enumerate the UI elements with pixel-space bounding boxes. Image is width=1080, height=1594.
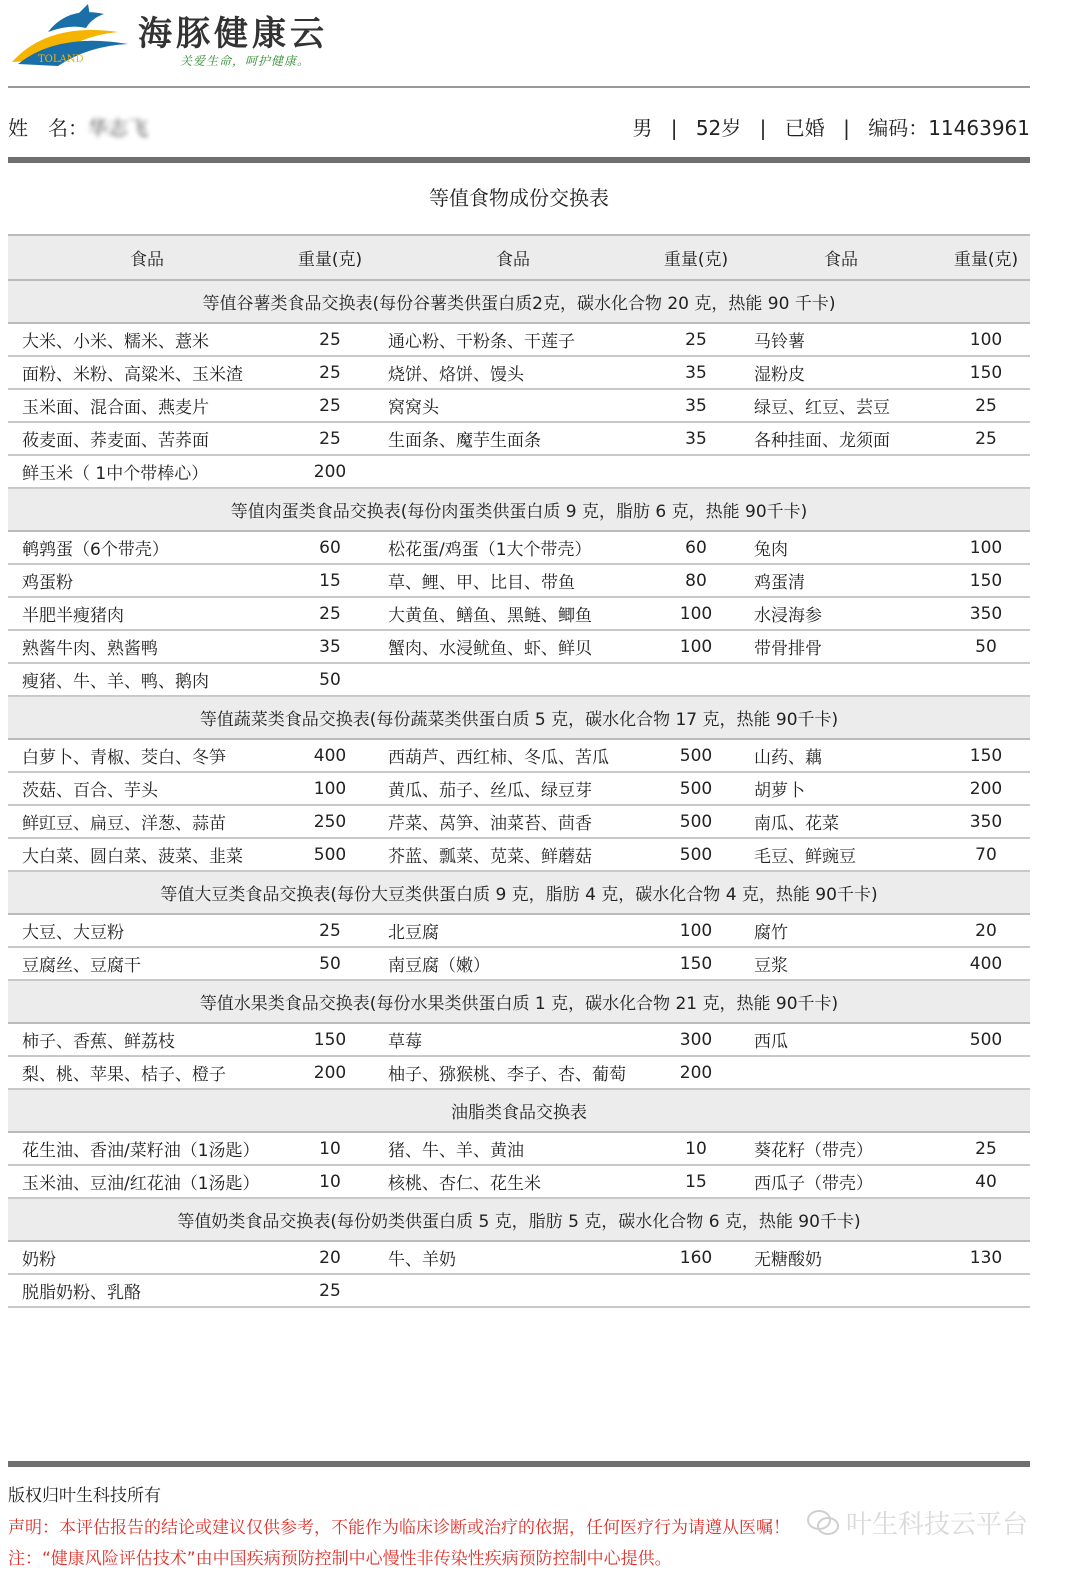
food-name-cell: 鸡蛋粉	[8, 564, 286, 597]
weight-cell: 20	[942, 914, 1030, 947]
section-header-row	[8, 696, 1030, 739]
copyright-text: 版权归叶生科技所有	[8, 1486, 161, 1506]
table-row	[8, 739, 1030, 772]
weight-cell: 150	[652, 947, 740, 980]
section-header-row	[8, 871, 1030, 914]
weight-cell: 300	[652, 1023, 740, 1056]
table-row	[8, 422, 1030, 455]
section-header-row	[8, 1198, 1030, 1241]
food-name-cell: 芹菜、莴笋、油菜苔、茴香	[374, 805, 652, 838]
weight-cell	[942, 455, 1030, 488]
food-name-cell: 大米、小米、糯米、薏米	[8, 323, 286, 356]
food-name-cell: 莜麦面、荞麦面、苦荞面	[8, 422, 286, 455]
weight-cell: 70	[942, 838, 1030, 871]
food-name-cell: 大豆、大豆粉	[8, 914, 286, 947]
food-name-cell: 柿子、香蕉、鲜荔枝	[8, 1023, 286, 1056]
food-name-cell: 山药、藕	[740, 739, 942, 772]
table-row	[8, 531, 1030, 564]
food-name-cell	[740, 663, 942, 696]
section-title: 等值肉蛋类食品交换表(每份肉蛋类供蛋白质 9 克，脂肪 6 克，热能 90千卡)	[8, 488, 1030, 531]
food-name-cell	[740, 1274, 942, 1307]
weight-cell: 200	[286, 455, 374, 488]
food-name-cell: 毛豆、鲜豌豆	[740, 838, 942, 871]
weight-cell: 60	[652, 531, 740, 564]
weight-cell: 100	[286, 772, 374, 805]
weight-cell: 25	[286, 356, 374, 389]
food-name-cell: 奶粉	[8, 1241, 286, 1274]
food-name-cell: 白萝卜、青椒、茭白、冬笋	[8, 739, 286, 772]
table-row	[8, 914, 1030, 947]
weight-cell: 150	[942, 739, 1030, 772]
food-name-cell	[374, 455, 652, 488]
table-row	[8, 630, 1030, 663]
weight-cell: 160	[652, 1241, 740, 1274]
weight-cell: 200	[286, 1056, 374, 1089]
table-row	[8, 1165, 1030, 1198]
weight-cell: 400	[942, 947, 1030, 980]
age: 52岁	[695, 116, 742, 140]
weight-cell	[652, 1274, 740, 1307]
weight-cell: 500	[942, 1023, 1030, 1056]
weight-cell: 100	[652, 914, 740, 947]
food-name-cell: 豆浆	[740, 947, 942, 980]
weight-cell: 100	[652, 597, 740, 630]
food-name-cell: 兔肉	[740, 531, 942, 564]
weight-cell: 25	[286, 597, 374, 630]
weight-cell: 500	[652, 772, 740, 805]
food-name-cell: 胡萝卜	[740, 772, 942, 805]
weight-cell: 35	[652, 422, 740, 455]
weight-cell: 25	[286, 422, 374, 455]
food-name-cell: 西瓜子（带壳）	[740, 1165, 942, 1198]
food-name-cell: 马铃薯	[740, 323, 942, 356]
separator: |	[759, 116, 767, 140]
weight-cell: 500	[652, 805, 740, 838]
weight-cell: 15	[286, 564, 374, 597]
weight-cell: 100	[942, 323, 1030, 356]
weight-cell: 35	[286, 630, 374, 663]
weight-cell: 35	[652, 389, 740, 422]
food-name-cell: 大白菜、圆白菜、菠菜、韭菜	[8, 838, 286, 871]
weight-cell: 20	[286, 1241, 374, 1274]
food-name-cell	[740, 1056, 942, 1089]
gender: 男	[632, 116, 653, 140]
food-name-cell: 腐竹	[740, 914, 942, 947]
source-note-text: 注：“健康风险评估技术”由中国疾病预防控制中心慢性非传染性疾病预防控制中心提供。	[8, 1549, 672, 1569]
name-label: 姓 名：	[8, 116, 88, 140]
column-header: 重量(克)	[652, 235, 740, 280]
weight-cell	[652, 455, 740, 488]
column-header: 食品	[740, 235, 942, 280]
table-body	[8, 280, 1030, 1307]
food-name-cell: 半肥半瘦猪肉	[8, 597, 286, 630]
food-name-cell: 绿豆、红豆、芸豆	[740, 389, 942, 422]
food-name-cell: 鸡蛋清	[740, 564, 942, 597]
weight-cell: 500	[286, 838, 374, 871]
food-name-cell: 通心粉、干粉条、干莲子	[374, 323, 652, 356]
food-name-cell: 玉米油、豆油/红花油（1汤匙）	[8, 1165, 286, 1198]
header-divider	[8, 86, 1030, 88]
weight-cell: 35	[652, 356, 740, 389]
weight-cell: 25	[286, 389, 374, 422]
food-name-cell: 蟹肉、水浸鱿鱼、虾、鲜贝	[374, 630, 652, 663]
food-name-cell: 烧饼、烙饼、馒头	[374, 356, 652, 389]
column-header: 重量(克)	[942, 235, 1030, 280]
column-header: 重量(克)	[286, 235, 374, 280]
patient-meta	[632, 112, 1030, 141]
weight-cell: 25	[942, 1132, 1030, 1165]
section-header-row	[8, 280, 1030, 323]
weight-cell: 40	[942, 1165, 1030, 1198]
food-name-cell: 南豆腐（嫩）	[374, 947, 652, 980]
table-row	[8, 663, 1030, 696]
food-name-cell: 面粉、米粉、高粱米、玉米渣	[8, 356, 286, 389]
food-name-cell: 玉米面、混合面、燕麦片	[8, 389, 286, 422]
weight-cell: 500	[652, 739, 740, 772]
food-name-cell: 猪、牛、羊、黄油	[374, 1132, 652, 1165]
food-name-cell: 牛、羊奶	[374, 1241, 652, 1274]
food-name-cell: 北豆腐	[374, 914, 652, 947]
weight-cell: 25	[286, 1274, 374, 1307]
food-name-cell: 熟酱牛肉、熟酱鸭	[8, 630, 286, 663]
weight-cell: 350	[942, 805, 1030, 838]
code-label: 编码：	[868, 116, 929, 140]
table-row	[8, 1056, 1030, 1089]
food-name-cell	[740, 455, 942, 488]
table-row	[8, 1241, 1030, 1274]
food-name-cell: 草莓	[374, 1023, 652, 1056]
food-name-cell: 窝窝头	[374, 389, 652, 422]
food-name-cell: 大黄鱼、鳝鱼、黑鲢、鲫鱼	[374, 597, 652, 630]
food-name-cell: 豆腐丝、豆腐干	[8, 947, 286, 980]
weight-cell: 25	[652, 323, 740, 356]
watermark	[806, 1504, 1028, 1541]
table-row	[8, 838, 1030, 871]
section-title: 等值水果类食品交换表(每份水果类供蛋白质 1 克，碳水化合物 21 克，热能 90千卡)	[8, 980, 1030, 1023]
weight-cell	[652, 663, 740, 696]
food-name-cell: 花生油、香油/菜籽油（1汤匙）	[8, 1132, 286, 1165]
section-header-row	[8, 488, 1030, 531]
weight-cell: 10	[652, 1132, 740, 1165]
weight-cell: 500	[652, 838, 740, 871]
weight-cell	[942, 663, 1030, 696]
food-name-cell: 茨菇、百合、芋头	[8, 772, 286, 805]
page-title: 等值食物成份交换表	[429, 186, 609, 210]
weight-cell: 25	[942, 422, 1030, 455]
weight-cell: 150	[286, 1023, 374, 1056]
food-name-cell: 西葫芦、西红柿、冬瓜、苦瓜	[374, 739, 652, 772]
table-row	[8, 564, 1030, 597]
patient-divider	[8, 157, 1030, 163]
table-row	[8, 1132, 1030, 1165]
table-row	[8, 805, 1030, 838]
food-name-cell: 梨、桃、苹果、桔子、橙子	[8, 1056, 286, 1089]
food-name-cell: 瘦猪、牛、羊、鸭、鹅肉	[8, 663, 286, 696]
table-row	[8, 947, 1030, 980]
food-name-cell: 葵花籽（带壳）	[740, 1132, 942, 1165]
food-name-cell	[374, 1274, 652, 1307]
food-name-cell: 柚子、猕猴桃、李子、杏、葡萄	[374, 1056, 652, 1089]
brand-name: 海豚健康云	[138, 14, 328, 54]
brand-sub: TOLAND	[38, 54, 84, 65]
weight-cell: 130	[942, 1241, 1030, 1274]
food-name-cell: 草、鲤、甲、比目、带鱼	[374, 564, 652, 597]
table-row	[8, 389, 1030, 422]
weight-cell: 100	[652, 630, 740, 663]
section-title: 等值谷薯类食品交换表(每份谷薯类供蛋白质2克，碳水化合物 20 克，热能 90 千卡)	[8, 280, 1030, 323]
weight-cell: 400	[286, 739, 374, 772]
food-name-cell: 核桃、杏仁、花生米	[374, 1165, 652, 1198]
section-title: 等值大豆类食品交换表(每份大豆类供蛋白质 9 克，脂肪 4 克，碳水化合物 4 克，热能 90千卡)	[8, 871, 1030, 914]
weight-cell: 200	[652, 1056, 740, 1089]
food-name-cell: 鹌鹑蛋（6个带壳）	[8, 531, 286, 564]
footer-divider	[8, 1461, 1030, 1467]
food-name-cell: 松花蛋/鸡蛋（1大个带壳）	[374, 531, 652, 564]
weight-cell: 50	[286, 663, 374, 696]
weight-cell	[942, 1274, 1030, 1307]
separator: |	[843, 116, 850, 140]
disclaimer-text: 声明：本评估报告的结论或建议仅供参考，不能作为临床诊断或治疗的依据，任何医疗行为请遵从医嘱！	[8, 1518, 790, 1538]
food-name-cell: 脱脂奶粉、乳酪	[8, 1274, 286, 1307]
food-name-cell: 各种挂面、龙须面	[740, 422, 942, 455]
food-exchange-table	[8, 234, 1030, 1308]
watermark-text: 叶生科技云平台	[846, 1510, 1029, 1540]
separator: |	[670, 116, 678, 140]
food-name-cell: 芥蓝、瓢菜、苋菜、鲜蘑菇	[374, 838, 652, 871]
food-name-cell	[374, 663, 652, 696]
column-header: 食品	[8, 235, 286, 280]
weight-cell: 15	[652, 1165, 740, 1198]
food-name-cell: 带骨排骨	[740, 630, 942, 663]
weight-cell: 150	[942, 356, 1030, 389]
food-name-cell: 南瓜、花菜	[740, 805, 942, 838]
section-header-row	[8, 980, 1030, 1023]
column-header: 食品	[374, 235, 652, 280]
food-name-cell: 生面条、魔芋生面条	[374, 422, 652, 455]
weight-cell: 200	[942, 772, 1030, 805]
food-name-cell: 水浸海参	[740, 597, 942, 630]
table-row	[8, 772, 1030, 805]
food-name-cell: 湿粉皮	[740, 356, 942, 389]
food-name-cell: 西瓜	[740, 1023, 942, 1056]
section-title: 等值奶类食品交换表(每份奶类供蛋白质 5 克，脂肪 5 克，碳水化合物 6 克，热能 90千卡)	[8, 1198, 1030, 1241]
table-row	[8, 1274, 1030, 1307]
table-row	[8, 323, 1030, 356]
weight-cell: 80	[652, 564, 740, 597]
weight-cell: 250	[286, 805, 374, 838]
food-name-cell: 鲜豇豆、扁豆、洋葱、蒜苗	[8, 805, 286, 838]
table-row	[8, 356, 1030, 389]
section-title: 油脂类食品交换表	[8, 1089, 1030, 1132]
weight-cell: 60	[286, 531, 374, 564]
weight-cell: 25	[286, 914, 374, 947]
weight-cell: 150	[942, 564, 1030, 597]
weight-cell: 10	[286, 1165, 374, 1198]
food-name-cell: 鲜玉米（ 1中个带棒心）	[8, 455, 286, 488]
table-row	[8, 455, 1030, 488]
weight-cell: 25	[286, 323, 374, 356]
name-value: 华志飞	[88, 116, 148, 140]
weight-cell: 350	[942, 597, 1030, 630]
food-name-cell: 黄瓜、茄子、丝瓜、绿豆芽	[374, 772, 652, 805]
weight-cell: 25	[942, 389, 1030, 422]
table-header-row	[8, 235, 1030, 280]
brand-slogan: 关爱生命，呵护健康。	[180, 54, 311, 68]
food-name-cell: 无糖酸奶	[740, 1241, 942, 1274]
table-row	[8, 1023, 1030, 1056]
section-header-row	[8, 1089, 1030, 1132]
brand-logo	[8, 2, 368, 74]
code-value: 11463961	[928, 116, 1030, 140]
chat-bubble-icon	[806, 1508, 840, 1538]
weight-cell: 10	[286, 1132, 374, 1165]
weight-cell	[942, 1056, 1030, 1089]
weight-cell: 50	[286, 947, 374, 980]
table-row	[8, 597, 1030, 630]
weight-cell: 50	[942, 630, 1030, 663]
patient-info	[8, 108, 1030, 144]
weight-cell: 100	[942, 531, 1030, 564]
marital-status: 已婚	[784, 116, 825, 140]
section-title: 等值蔬菜类食品交换表(每份蔬菜类供蛋白质 5 克，碳水化合物 17 克，热能 90千卡)	[8, 696, 1030, 739]
patient-name	[8, 112, 148, 141]
